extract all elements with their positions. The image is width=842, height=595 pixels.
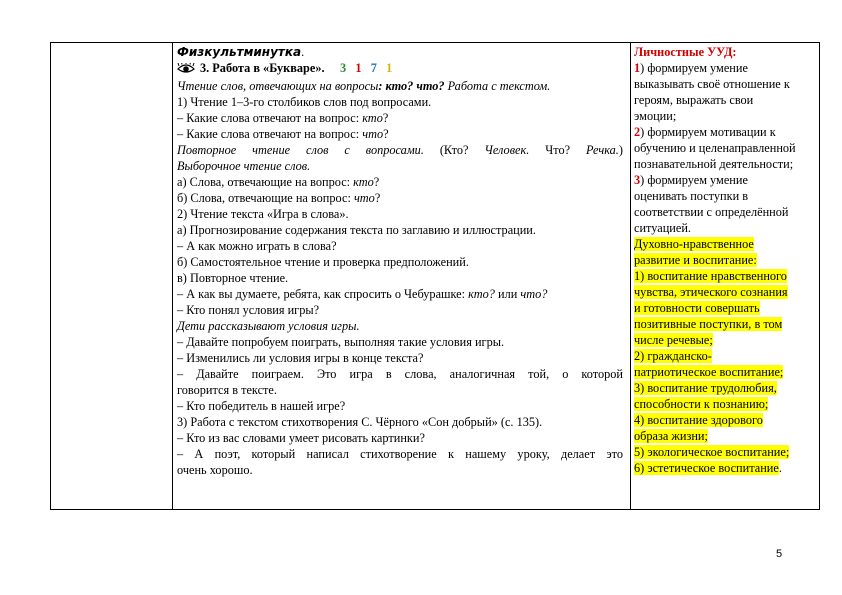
text-line: 1) Чтение 1–3-го столбиков слов под вопросами. — [177, 95, 432, 109]
text-line: – Изменились ли условия игры в конце текста? — [177, 351, 424, 365]
text-line: – Кто понял условия игры? — [177, 303, 320, 317]
highlighted-line: патриотическое воспитание; — [634, 365, 784, 379]
text-line: Чтение слов, отвечающих на вопросы: кто? что? Работа с текстом. — [177, 79, 551, 93]
section-heading: 3. Работа в «Букваре». 3 1 7 1 — [177, 60, 623, 78]
highlighted-line: 6) эстетическое воспитание. — [634, 461, 782, 475]
highlighted-line: 3) воспитание трудолюбия, — [634, 381, 777, 395]
text-line: 1) формируем умение — [634, 61, 748, 75]
text-line: познавательной деятельности; — [634, 157, 794, 171]
highlighted-line: и готовности совершать — [634, 301, 760, 315]
text-line: – Какие слова отвечают на вопрос: кто? — [177, 111, 389, 125]
text-line: б) Самостоятельное чтение и проверка предположений. — [177, 255, 469, 269]
text-line: очень хорошо. — [177, 463, 253, 477]
text-line: – Давайте попробуем поиграть, выполняя такие условия игры. — [177, 335, 505, 349]
text-line: – Давайте поиграем. Это игра в слова, аналогичная той, о которой — [177, 367, 623, 381]
text-line: в) Повторное чтение. — [177, 271, 289, 285]
lesson-table — [50, 42, 820, 510]
highlighted-line: 1) воспитание нравственного — [634, 269, 787, 283]
text-line: – А как вы думаете, ребята, как спросить о Чебурашке: кто? или что? — [177, 287, 548, 301]
text-line: ситуацией. — [634, 221, 691, 235]
text-line: говорится в тексте. — [177, 383, 277, 397]
highlighted-line: развитие и воспитание: — [634, 253, 757, 267]
text-line: 2) Чтение текста «Игра в слова». — [177, 207, 349, 221]
highlighted-line: 5) экологическое воспитание; — [634, 445, 790, 459]
text-line: Дети рассказывают условия игры. — [177, 319, 360, 333]
text-line: 3) формируем умение — [634, 173, 748, 187]
eye-icon — [177, 62, 195, 78]
text-line: – Кто из вас словами умеет рисовать картинки? — [177, 431, 425, 445]
phys-minute-heading: Физкультминутка. — [177, 45, 305, 59]
text-line: героям, выражать свои — [634, 93, 754, 107]
text-line: б) Слова, отвечающие на вопрос: что? — [177, 191, 381, 205]
text-line: обучению и целенаправленной — [634, 141, 796, 155]
page-number: 5 — [776, 548, 783, 560]
text-line: соответствии с определённой — [634, 205, 789, 219]
text-line: 3) Работа с текстом стихотворения С. Чёрного «Сон добрый» (с. 135). — [177, 415, 543, 429]
text-line: Повторное чтение слов с вопросами. (Кто? Человек. Что? Речка.) — [177, 143, 623, 157]
text-line: 2) формируем мотивации к — [634, 125, 776, 139]
highlighted-line: чувства, этического сознания — [634, 285, 788, 299]
text-line: а) Слова, отвечающие на вопрос: кто? — [177, 175, 380, 189]
text-line: а) Прогнозирование содержания текста по заглавию и иллюстрации. — [177, 223, 536, 237]
highlighted-line: позитивные поступки, в том — [634, 317, 783, 331]
text-line: эмоции; — [634, 109, 677, 123]
text-line: выказывать своё отношение к — [634, 77, 790, 91]
uud-heading: Личностные УУД: — [634, 45, 737, 59]
text-line: – А как можно играть в слова? — [177, 239, 337, 253]
personal-uud-column — [631, 43, 821, 476]
highlighted-line: числе речевые; — [634, 333, 713, 347]
highlighted-line: способности к познанию; — [634, 397, 769, 411]
highlighted-line: 2) гражданско- — [634, 349, 712, 363]
text-line: оценивать поступки в — [634, 189, 749, 203]
highlighted-line: 4) воспитание здорового — [634, 413, 763, 427]
text-line: – Кто победитель в нашей игре? — [177, 399, 346, 413]
lesson-activities-column — [173, 43, 627, 478]
text-line: Выборочное чтение слов. — [177, 159, 311, 173]
highlighted-line: Духовно-нравственное — [634, 237, 754, 251]
highlighted-line: образа жизни; — [634, 429, 708, 443]
text-line: – А поэт, который написал стихотворение к нашему уроку, делает это — [177, 447, 623, 461]
text-line: – Какие слова отвечают на вопрос: что? — [177, 127, 389, 141]
